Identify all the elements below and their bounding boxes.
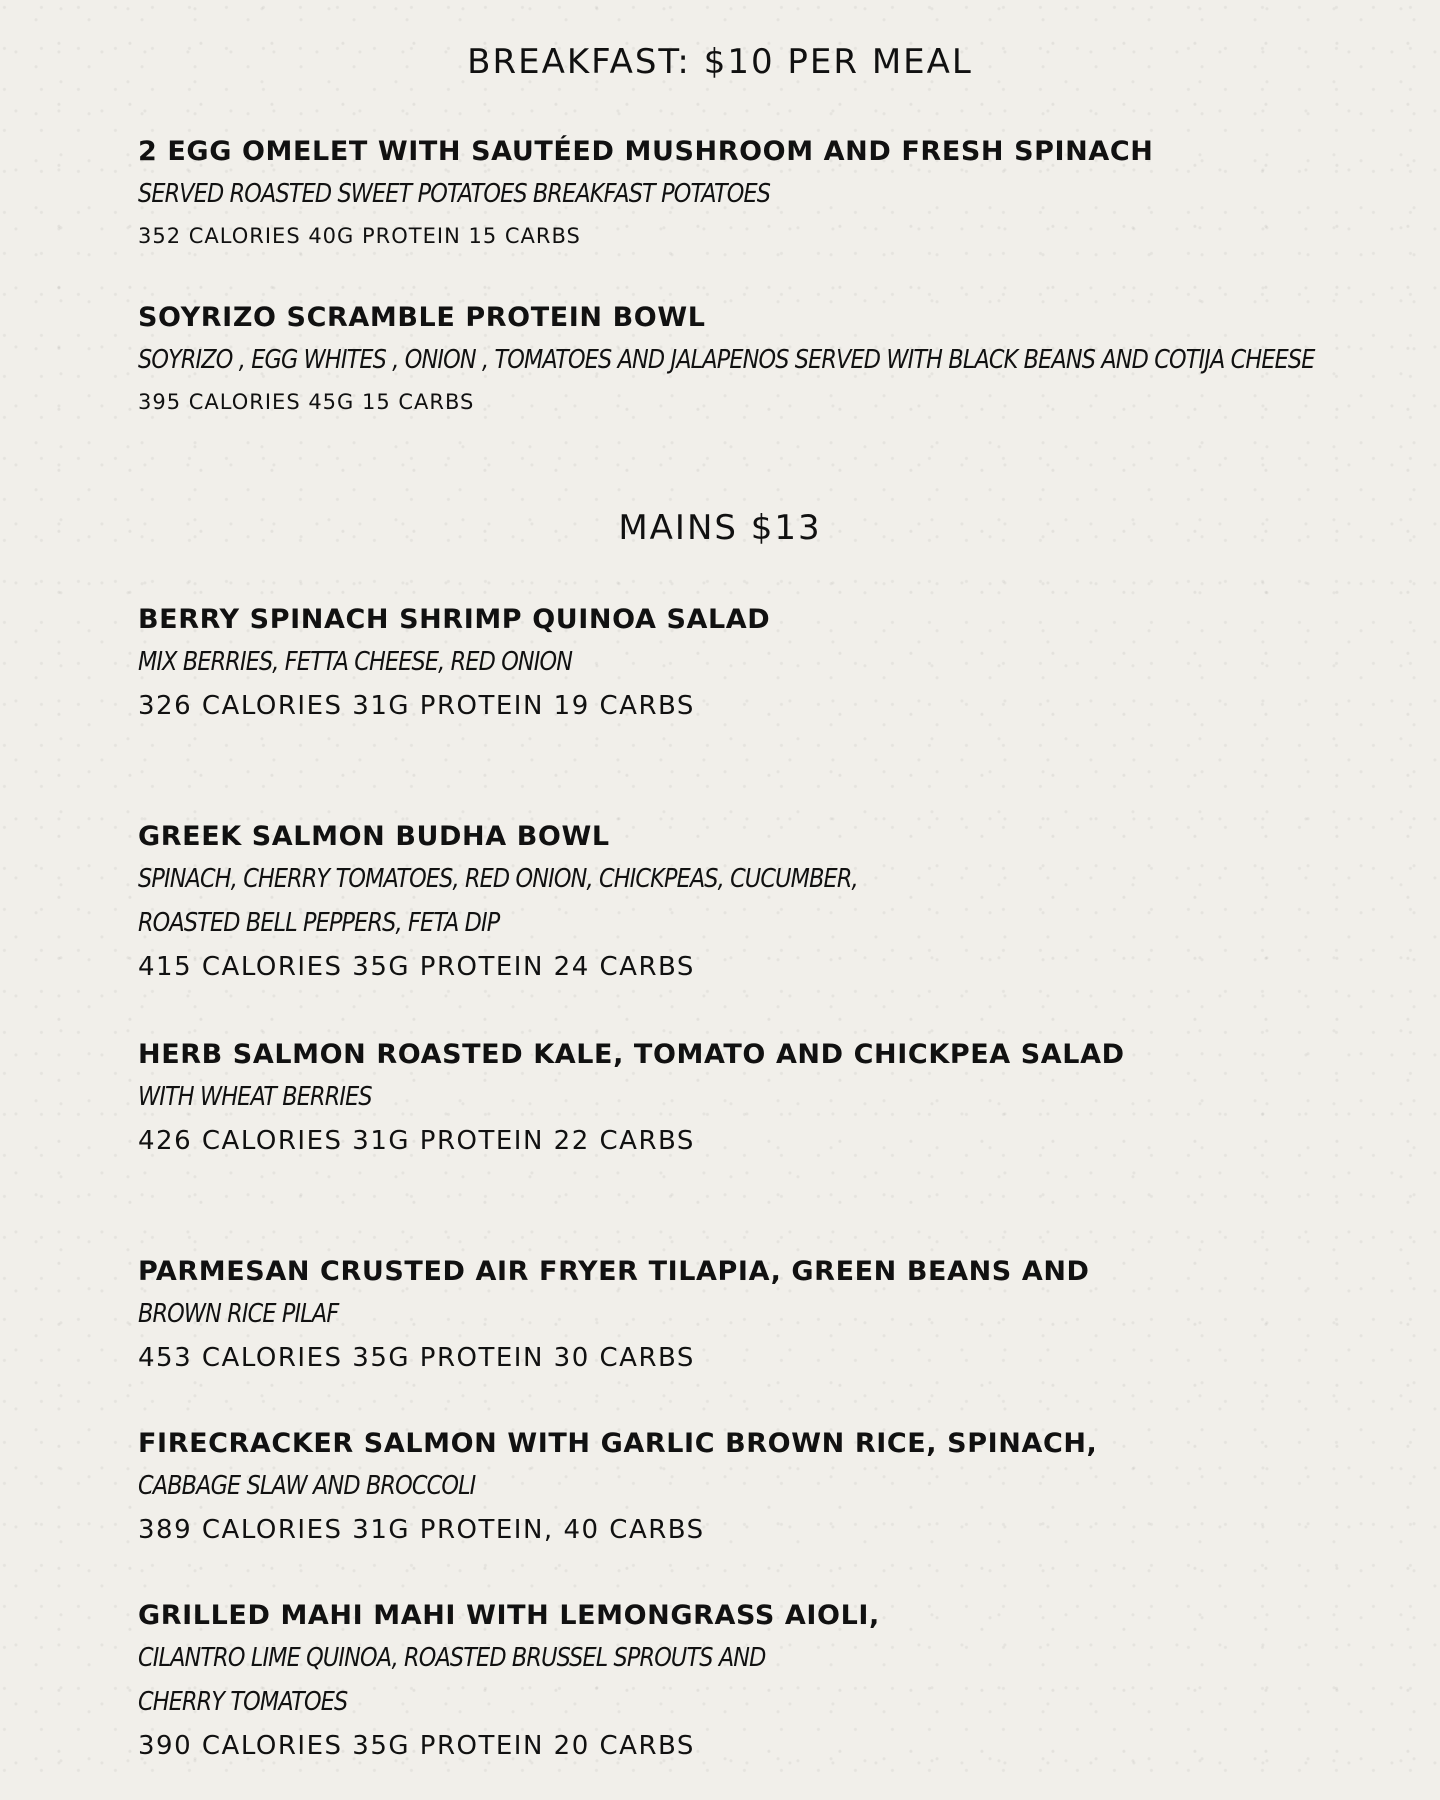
menu-item-description: CABBAGE SLAW AND BROCCOLI	[138, 1471, 476, 1501]
menu-item-name: GRILLED MAHI MAHI WITH LEMONGRASS AIOLI,	[138, 1600, 880, 1631]
menu-item-firecracker-salmon	[138, 1424, 1318, 1552]
menu-item-description: SERVED ROASTED SWEET POTATOES BREAKFAST POTATOES	[138, 179, 771, 209]
menu-item-name: HERB SALMON ROASTED KALE, TOMATO AND CHICKPEA SALAD	[138, 1039, 1125, 1070]
menu-item-herb-salmon-salad	[138, 1035, 1318, 1163]
menu-item-description: SPINACH, CHERRY TOMATOES, RED ONION, CHICKPEAS, CUCUMBER, ROASTED BELL PEPPERS, FETA DIP	[138, 864, 858, 938]
menu-item-nutrition: 453 CALORIES 35G PROTEIN 30 CARBS	[138, 1343, 695, 1373]
menu-item-name: SOYRIZO SCRAMBLE PROTEIN BOWL	[138, 302, 706, 333]
menu-item-description: CILANTRO LIME QUINOA, ROASTED BRUSSEL SPROUTS AND CHERRY TOMATOES	[138, 1643, 766, 1717]
menu-item-name: GREEK SALMON BUDHA BOWL	[138, 821, 610, 852]
menu-item-nutrition: 390 CALORIES 35G PROTEIN 20 CARBS	[138, 1731, 695, 1761]
menu-item-nutrition: 389 CALORIES 31G PROTEIN, 40 CARBS	[138, 1515, 705, 1545]
breakfast-section-title: BREAKFAST: $10 PER MEAL	[467, 42, 973, 82]
menu-item-name: PARMESAN CRUSTED AIR FRYER TILAPIA, GREEN BEANS AND	[138, 1256, 1090, 1287]
menu-item-nutrition: 415 CALORIES 35G PROTEIN 24 CARBS	[138, 952, 695, 982]
menu-item-description: BROWN RICE PILAF	[138, 1299, 339, 1329]
menu-item-nutrition: 426 CALORIES 31G PROTEIN 22 CARBS	[138, 1126, 695, 1156]
menu-item-name: FIRECRACKER SALMON WITH GARLIC BROWN RICE, SPINACH,	[138, 1428, 1098, 1459]
menu-item-description: WITH WHEAT BERRIES	[138, 1082, 372, 1112]
menu-item-grilled-mahi-mahi	[138, 1596, 1318, 1768]
menu-item-name: BERRY SPINACH SHRIMP QUINOA SALAD	[138, 604, 771, 635]
menu-item-nutrition: 395 CALORIES 45G 15 CARBS	[138, 390, 475, 414]
menu-item-nutrition: 326 CALORIES 31G PROTEIN 19 CARBS	[138, 691, 695, 721]
mains-section-title: MAINS $13	[618, 508, 822, 548]
menu-item-nutrition: 352 CALORIES 40G PROTEIN 15 CARBS	[138, 224, 581, 248]
menu-item-egg-omelet	[138, 132, 1318, 256]
menu-item-greek-salmon-bowl	[138, 817, 1318, 989]
menu-item-name: 2 EGG OMELET WITH SAUTÉED MUSHROOM AND FRESH SPINACH	[138, 136, 1154, 167]
menu-item-description: MIX BERRIES, FETTA CHEESE, RED ONION	[138, 647, 573, 677]
menu-item-parmesan-tilapia	[138, 1252, 1318, 1380]
menu-item-soyrizo-bowl	[138, 298, 1318, 422]
menu-item-berry-salad	[138, 600, 1318, 728]
menu-item-description: SOYRIZO , EGG WHITES , ONION , TOMATOES AND JALAPENOS SERVED WITH BLACK BEANS AND COTIJA CHEESE	[138, 345, 1315, 375]
